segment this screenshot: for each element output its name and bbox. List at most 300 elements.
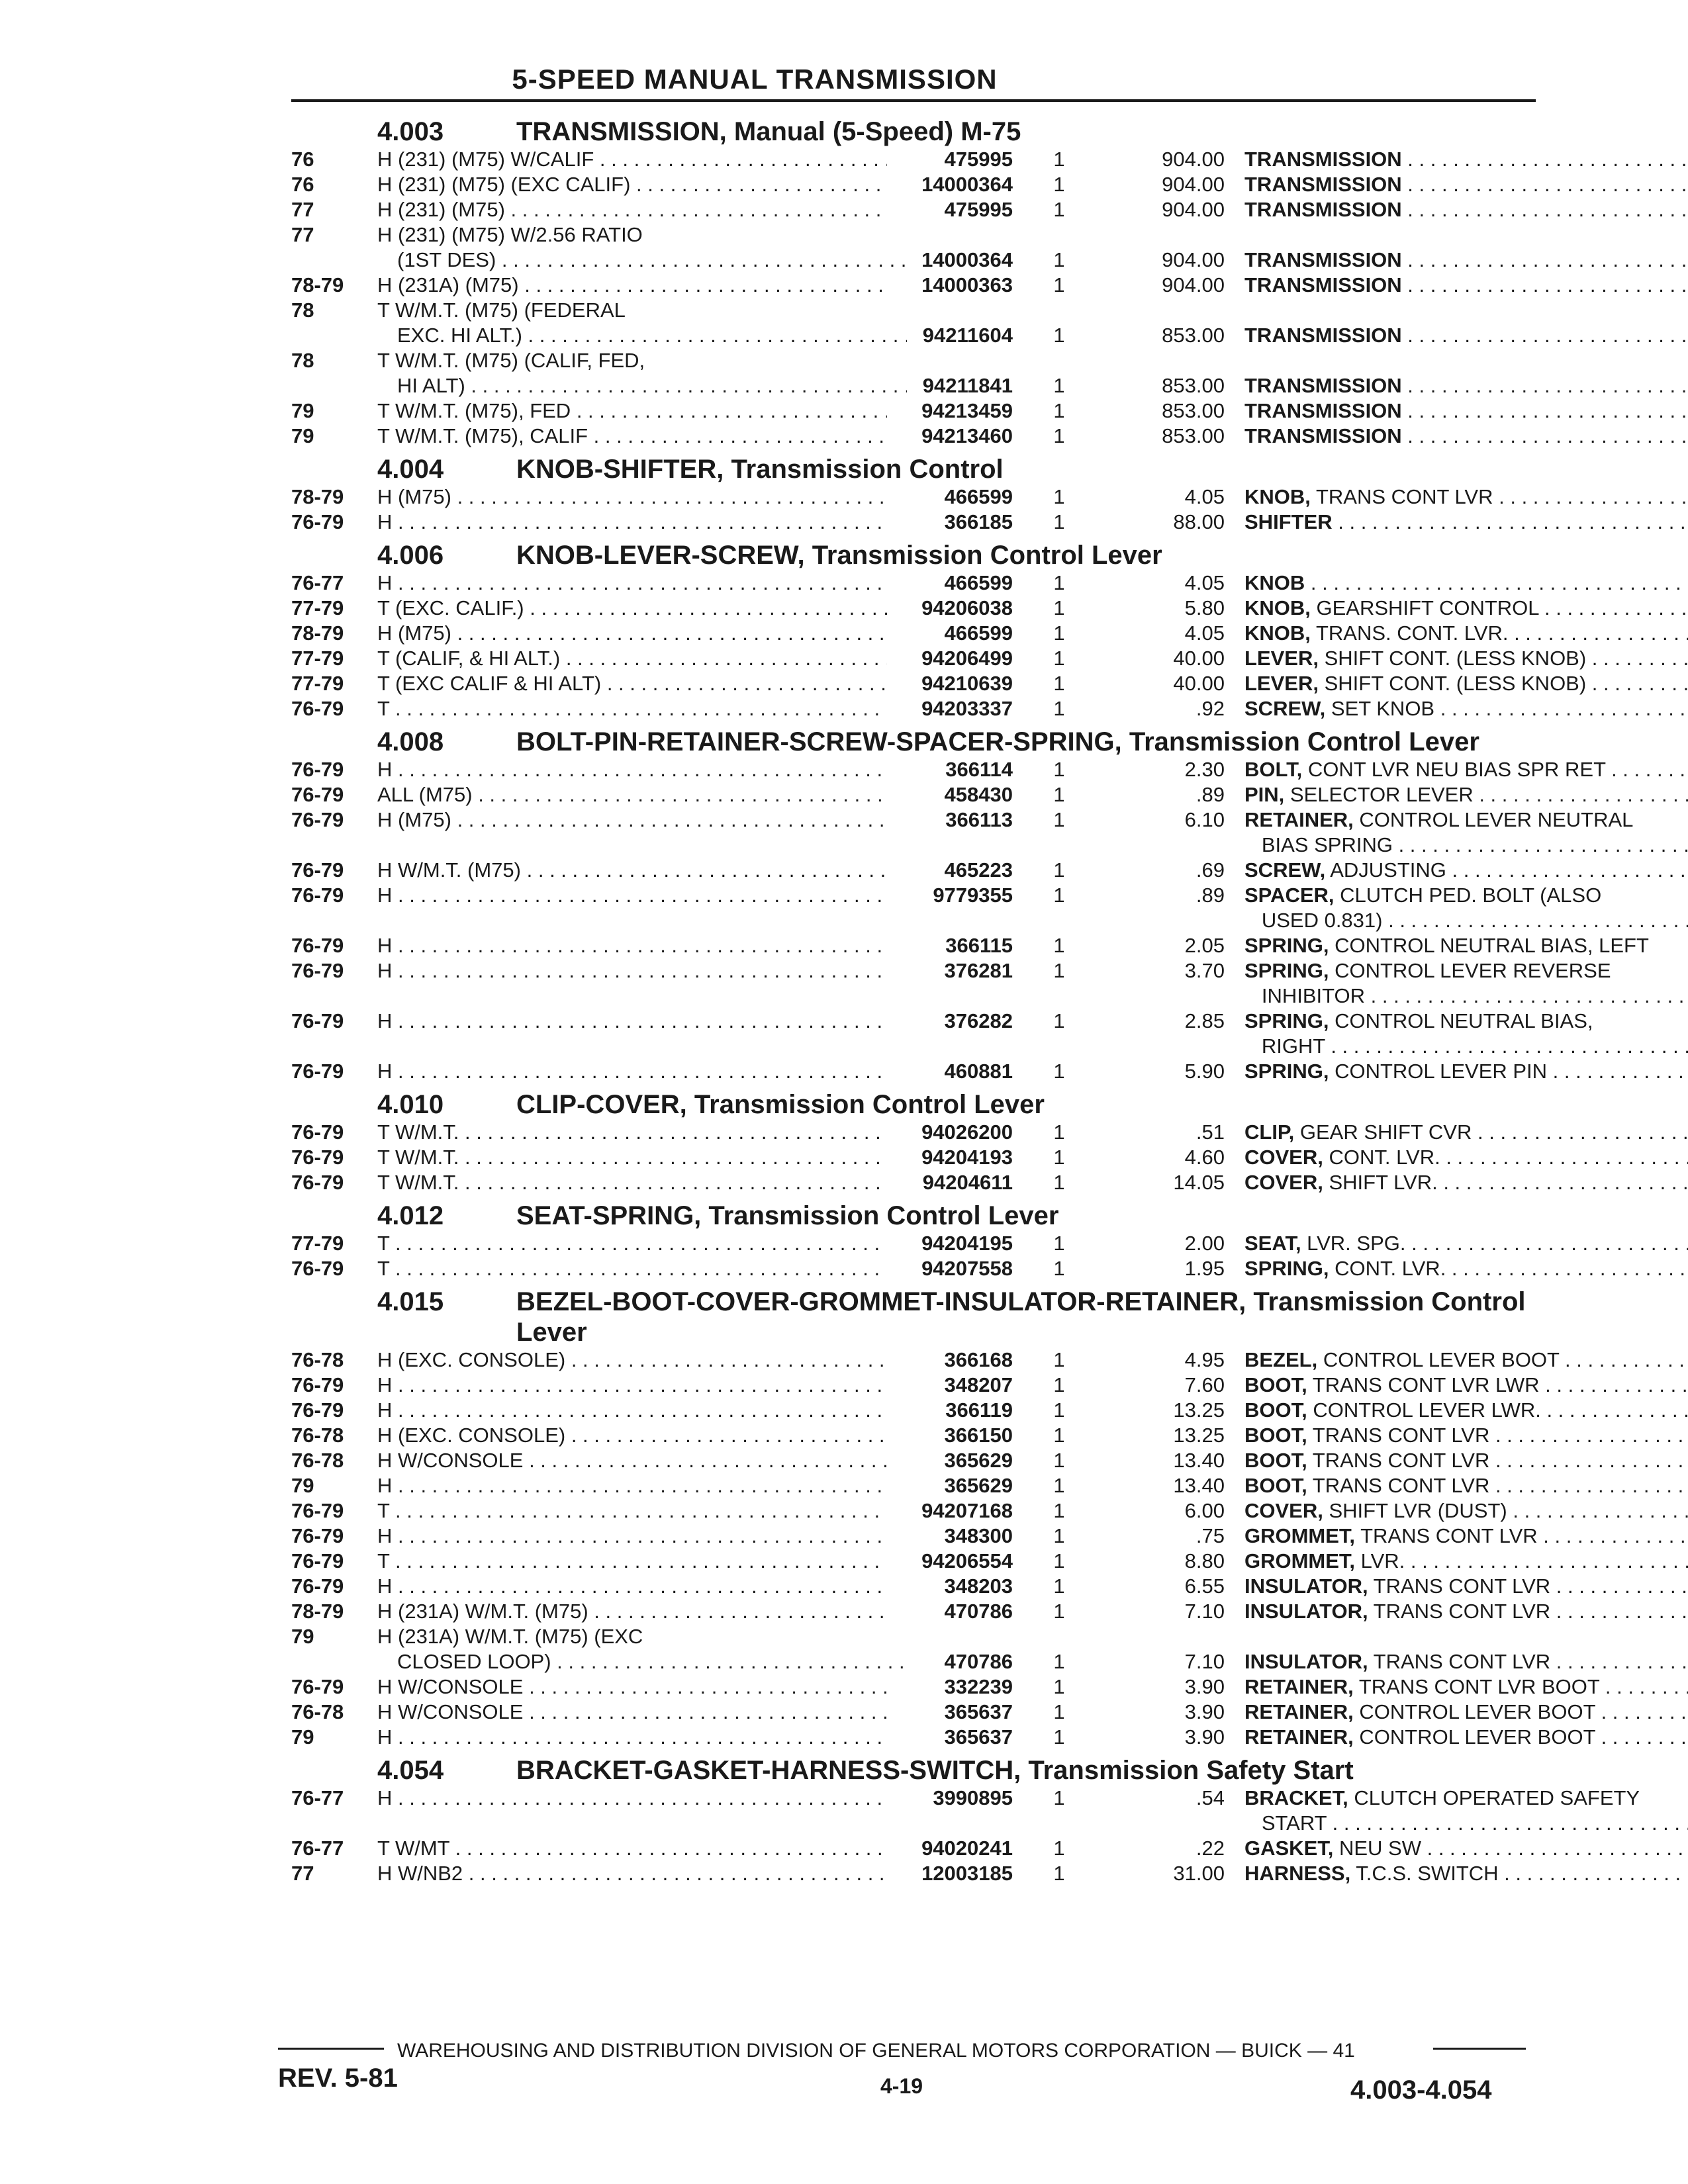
usage-description: H . . .: [377, 958, 887, 983]
table-row: [291, 298, 1536, 323]
part-name: [1244, 646, 1688, 671]
section-title-sub: Transmission Safety Start: [1028, 1756, 1354, 1785]
part-name: [1244, 484, 1688, 510]
table-row: [291, 1059, 1548, 1084]
list-price: 4.60: [1184, 1146, 1225, 1169]
part-number: 3990895: [933, 1786, 1013, 1809]
table-row: [291, 1170, 1536, 1195]
quantity: 1: [1053, 1600, 1065, 1623]
footer-page-number: 4-19: [880, 2074, 923, 2098]
part-name-detail: TRANS CONT LVR BOOT: [1353, 1675, 1600, 1698]
part-name-key: SPRING,: [1244, 959, 1329, 982]
section-title-main: TRANSMISSION,: [516, 117, 727, 146]
model-years: 76-78: [291, 1348, 344, 1371]
part-name-detail: RIGHT: [1244, 1034, 1325, 1058]
quantity: 1: [1053, 1120, 1065, 1144]
part-name: [1244, 621, 1688, 646]
part-name: [1244, 172, 1688, 197]
list-price: 6.00: [1184, 1499, 1225, 1522]
usage-description: T W/M.T. (M75) (FEDERAL: [377, 298, 626, 322]
usage-description: H . . .: [377, 883, 887, 908]
usage-description: H W/NB2 . . .: [377, 1861, 887, 1886]
part-name-key: HARNESS,: [1244, 1862, 1351, 1885]
part-name-detail: SHIFT CONT. (LESS KNOB): [1318, 672, 1587, 695]
part-name-detail: CONT LVR NEU BIAS SPR RET: [1302, 758, 1606, 781]
quantity: 1: [1053, 1009, 1065, 1032]
usage-description: H (231A) W/M.T. (M75) . . .: [377, 1599, 887, 1624]
part-name: [1244, 1649, 1688, 1674]
section-4-054: [291, 1755, 1640, 1886]
part-name-detail: CONTROL LEVER BOOT: [1353, 1725, 1595, 1749]
model-years: 76-79: [291, 1549, 344, 1572]
part-name-detail: START: [1244, 1811, 1327, 1835]
part-name-detail: CONTROL LEVER NEUTRAL: [1353, 808, 1634, 831]
usage-description: H . . .: [377, 933, 887, 958]
part-name-detail: INHIBITOR: [1244, 984, 1366, 1007]
part-name: [1244, 1524, 1688, 1549]
part-name-detail: GEAR SHIFT CVR: [1294, 1120, 1472, 1144]
table-row: [291, 807, 1634, 833]
part-number: 470786: [944, 1650, 1013, 1673]
part-name: [1244, 248, 1688, 273]
part-name-key: RETAINER,: [1244, 1675, 1354, 1698]
part-number: 94207168: [921, 1499, 1013, 1522]
section-number: 4.012: [377, 1201, 444, 1230]
usage-description: T . . .: [377, 1231, 887, 1256]
part-name: [1244, 1120, 1688, 1145]
quantity: 1: [1053, 1348, 1065, 1371]
usage-description: T W/M.T. . . .: [377, 1120, 887, 1145]
quantity: 1: [1053, 808, 1065, 831]
section-heading: [377, 1201, 1536, 1231]
part-number: 470786: [944, 1600, 1013, 1623]
table-row: [291, 1120, 1536, 1145]
section-title-sub: Transmission Control: [731, 455, 1004, 484]
part-name: [1244, 1836, 1688, 1861]
part-number: 458430: [944, 783, 1013, 806]
table-row: [291, 570, 1536, 596]
quantity: 1: [1053, 697, 1065, 720]
section-4-006: [291, 540, 1587, 721]
quantity: 1: [1053, 1146, 1065, 1169]
model-years: 79: [291, 1625, 314, 1648]
usage-description: H . . .: [377, 1473, 887, 1498]
model-years: 77: [291, 223, 314, 246]
table-row: [291, 248, 1536, 273]
model-years: 77-79: [291, 1232, 344, 1255]
part-name-key: BOOT,: [1244, 1398, 1307, 1422]
model-years: 76-79: [291, 1499, 344, 1522]
part-number: 366115: [945, 934, 1013, 957]
table-row: [291, 646, 1587, 671]
part-name-detail: CLUTCH PED. BOLT (ALSO: [1334, 884, 1602, 907]
table-row: [291, 510, 1536, 535]
table-row: [291, 222, 1536, 248]
model-years: 76-77: [291, 571, 344, 594]
part-name-detail: SHIFT CONT. (LESS KNOB): [1318, 647, 1587, 670]
model-years: 78: [291, 349, 314, 372]
table-row: [291, 424, 1536, 449]
part-number: 94204611: [922, 1171, 1013, 1194]
usage-description: H W/CONSOLE . . .: [377, 1700, 887, 1725]
list-price: 904.00: [1162, 148, 1225, 171]
table-row: [291, 1145, 1536, 1170]
section-number: 4.006: [377, 541, 444, 570]
part-name-detail: CONT. LVR.: [1329, 1257, 1446, 1280]
section-number: 4.008: [377, 727, 444, 756]
part-number: 465223: [944, 858, 1013, 882]
usage-description: T W/M.T. . . .: [377, 1145, 887, 1170]
part-number: 94213460: [921, 424, 1013, 447]
section-heading: [377, 540, 1536, 570]
list-price: 13.40: [1173, 1449, 1225, 1472]
usage-description: T . . .: [377, 1498, 887, 1524]
part-number: 366119: [945, 1398, 1013, 1422]
usage-description: H (231A) W/M.T. (M75) (EXC: [377, 1625, 643, 1648]
usage-description: H . . .: [377, 1574, 887, 1599]
model-years: 76-79: [291, 858, 344, 882]
part-number: 376281: [944, 959, 1013, 982]
model-years: 79: [291, 399, 314, 422]
part-name: [1244, 1861, 1688, 1886]
model-years: 76-79: [291, 1675, 344, 1698]
table-row: [291, 1549, 1536, 1574]
model-years: 78: [291, 298, 314, 322]
model-years: 77: [291, 198, 314, 221]
usage-description: H (M75) . . .: [377, 807, 887, 833]
title-rule: [291, 99, 1536, 102]
page-title: 5-SPEED MANUAL TRANSMISSION: [512, 64, 998, 95]
model-years: 79: [291, 1474, 314, 1497]
section-title-main: KNOB-LEVER-SCREW,: [516, 541, 805, 570]
table-row: [291, 1448, 1536, 1473]
model-years: 76-79: [291, 1574, 344, 1598]
part-number: 94203337: [921, 697, 1013, 720]
part-name: [1244, 1448, 1688, 1473]
section-number: 4.004: [377, 455, 444, 484]
quantity: 1: [1053, 934, 1065, 957]
table-row: [291, 908, 1536, 933]
part-name-detail: TRANS CONT LVR: [1355, 1524, 1538, 1547]
table-row: [291, 1498, 1536, 1524]
part-number: 366114: [945, 758, 1013, 781]
section-title-sub: Transmission Control Lever: [516, 1287, 1526, 1347]
part-number: 365637: [944, 1700, 1013, 1723]
usage-description: H W/CONSOLE . . .: [377, 1674, 887, 1700]
quantity: 1: [1053, 783, 1065, 806]
model-years: 79: [291, 1725, 314, 1749]
part-name-detail: TRANS CONT LVR: [1310, 485, 1493, 508]
usage-description: H . . .: [377, 1373, 887, 1398]
part-name-key: RETAINER,: [1244, 1700, 1354, 1723]
usage-description: H (231) (M75) W/2.56 RATIO: [377, 223, 643, 246]
model-years: 76-79: [291, 934, 344, 957]
list-price: 2.85: [1184, 1009, 1225, 1032]
part-name-key: TRANSMISSION: [1244, 399, 1402, 422]
part-name-key: COVER,: [1244, 1499, 1323, 1522]
quantity: 1: [1053, 1232, 1065, 1255]
usage-description: T (CALIF, & HI ALT.) . . .: [377, 646, 887, 671]
part-number: 94206554: [921, 1549, 1013, 1572]
list-price: 13.25: [1173, 1424, 1225, 1447]
list-price: 8.80: [1184, 1549, 1225, 1572]
part-name-detail: TRANS CONT LVR: [1307, 1449, 1490, 1472]
part-name: [1244, 1423, 1688, 1448]
part-name-key: BEZEL,: [1244, 1348, 1318, 1371]
table-row: [291, 1649, 1551, 1674]
part-name: [1244, 858, 1688, 883]
quantity: 1: [1053, 1574, 1065, 1598]
usage-description: (1ST DES) . . .: [377, 248, 907, 273]
list-price: 853.00: [1162, 374, 1225, 397]
model-years: 76-79: [291, 1120, 344, 1144]
quantity: 1: [1053, 1524, 1065, 1547]
part-name-key: KNOB,: [1244, 485, 1311, 508]
part-name-key: KNOB,: [1244, 596, 1311, 619]
part-name-key: TRANSMISSION: [1244, 273, 1402, 296]
part-name-detail: SET KNOB: [1325, 697, 1435, 720]
table-row: [291, 883, 1602, 908]
part-name-key: LEVER,: [1244, 672, 1319, 695]
part-name: [1244, 671, 1688, 696]
part-name: [1244, 1498, 1688, 1524]
usage-description: T (EXC CALIF & HI ALT) . . .: [377, 671, 887, 696]
part-name: [1244, 1549, 1688, 1574]
model-years: 76-77: [291, 1786, 344, 1809]
table-row: [291, 348, 1536, 373]
part-name-detail: TRANS CONT LVR: [1368, 1650, 1551, 1673]
section-4-015: [291, 1287, 1600, 1750]
part-number: 94026200: [921, 1120, 1013, 1144]
part-name: [1244, 1398, 1688, 1423]
quantity: 1: [1053, 1650, 1065, 1673]
table-row: [291, 1347, 1560, 1373]
part-number: 94206038: [921, 596, 1013, 619]
part-name-key: RETAINER,: [1244, 808, 1354, 831]
usage-description: T . . .: [377, 696, 887, 721]
part-name-key: BOOT,: [1244, 1373, 1307, 1396]
list-price: .89: [1196, 884, 1225, 907]
quantity: 1: [1053, 324, 1065, 347]
part-name: [1244, 373, 1688, 398]
model-years: 76-77: [291, 1837, 344, 1860]
part-name-key: COVER,: [1244, 1171, 1323, 1194]
part-number: 14000363: [921, 273, 1013, 296]
quantity: 1: [1053, 1549, 1065, 1572]
section-title: [516, 540, 1536, 570]
part-number: 94207558: [921, 1257, 1013, 1280]
part-name: [1244, 1009, 1688, 1034]
usage-description: T W/MT . . .: [377, 1836, 887, 1861]
section-title-main: BEZEL-BOOT-COVER-GROMMET-INSULATOR-RETAINER,: [516, 1287, 1246, 1316]
part-name-key: SPRING,: [1244, 934, 1329, 957]
quantity: 1: [1053, 1257, 1065, 1280]
section-title: [516, 454, 1536, 484]
part-name: [1244, 1599, 1688, 1624]
usage-description: H (M75) . . .: [377, 621, 887, 646]
list-price: 2.00: [1184, 1232, 1225, 1255]
model-years: 76-79: [291, 510, 344, 533]
part-name-detail: TRANS CONT LVR: [1368, 1600, 1551, 1623]
model-years: 79: [291, 424, 314, 447]
usage-description: H (EXC. CONSOLE) . . .: [377, 1423, 887, 1448]
part-number: 94211841: [922, 374, 1013, 397]
table-row: [291, 983, 1536, 1009]
parts-list: [291, 111, 1649, 1886]
usage-description: H . . .: [377, 1725, 887, 1750]
part-name-key: GROMMET,: [1244, 1549, 1356, 1572]
model-years: 76-79: [291, 1009, 344, 1032]
part-name-detail: T.C.S. SWITCH: [1350, 1862, 1499, 1885]
table-row: [291, 484, 1536, 510]
section-4-004: [291, 454, 1536, 535]
model-years: 77-79: [291, 672, 344, 695]
list-price: 14.05: [1173, 1171, 1225, 1194]
table-row: [291, 273, 1536, 298]
part-number: 9779355: [933, 884, 1013, 907]
list-price: .51: [1196, 1120, 1225, 1144]
part-name-detail: CONTROL LEVER LWR.: [1307, 1398, 1541, 1422]
quantity: 1: [1053, 1675, 1065, 1698]
section-number: 4.054: [377, 1756, 444, 1785]
part-name: [1244, 1700, 1688, 1725]
quantity: 1: [1053, 148, 1065, 171]
part-name-key: SHIFTER: [1244, 510, 1333, 533]
quantity: 1: [1053, 1060, 1065, 1083]
section-heading: [377, 1755, 1536, 1786]
table-row: [291, 596, 1539, 621]
model-years: 77-79: [291, 596, 344, 619]
part-name-detail: CONTROL LEVER BOOT: [1353, 1700, 1595, 1723]
section-4-003: [291, 116, 1536, 449]
part-number: 366168: [944, 1348, 1013, 1371]
part-number: 94211604: [922, 324, 1013, 347]
usage-description: ALL (M75) . . .: [377, 782, 887, 807]
part-name: [1244, 273, 1688, 298]
table-row: [291, 1786, 1640, 1811]
list-price: 904.00: [1162, 198, 1225, 221]
model-years: 76-79: [291, 959, 344, 982]
quantity: 1: [1053, 1786, 1065, 1809]
section-title: [516, 116, 1536, 147]
list-price: 6.10: [1184, 808, 1225, 831]
part-name-detail: ADJUSTING: [1325, 858, 1446, 882]
model-years: 76-79: [291, 1524, 344, 1547]
table-row: [291, 1700, 1595, 1725]
table-row: [291, 172, 1536, 197]
part-name-detail: CONTROL NEUTRAL BIAS, LEFT: [1329, 934, 1649, 957]
usage-description: H . . .: [377, 1398, 887, 1423]
table-row: [291, 1599, 1551, 1624]
part-name: [1244, 1473, 1688, 1498]
usage-description: H (M75) . . .: [377, 484, 887, 510]
part-name-key: TRANSMISSION: [1244, 173, 1402, 196]
usage-description: H . . .: [377, 1059, 887, 1084]
list-price: 3.90: [1184, 1725, 1225, 1749]
part-name: [1244, 757, 1688, 782]
part-name: [1244, 958, 1688, 983]
list-price: 904.00: [1162, 248, 1225, 271]
section-heading: [377, 727, 1536, 757]
part-number: 466599: [944, 485, 1013, 508]
part-name-detail: CONT. LVR.: [1323, 1146, 1440, 1169]
footer-division: WAREHOUSING AND DISTRIBUTION DIVISION OF GENERAL MOTORS CORPORATION — BUICK — 41: [397, 2040, 1355, 2062]
quantity: 1: [1053, 1398, 1065, 1422]
usage-description: H . . .: [377, 1009, 887, 1034]
section-title-sub: Manual (5-Speed) M-75: [733, 117, 1021, 146]
model-years: 76-78: [291, 1424, 344, 1447]
part-name-key: INSULATOR,: [1244, 1600, 1368, 1623]
part-name-key: PIN,: [1244, 783, 1285, 806]
list-price: 3.90: [1184, 1675, 1225, 1698]
list-price: 904.00: [1162, 273, 1225, 296]
table-row: [291, 373, 1536, 398]
part-number: 94204195: [921, 1232, 1013, 1255]
part-name-key: COVER,: [1244, 1146, 1323, 1169]
list-price: 40.00: [1173, 672, 1225, 695]
table-row: [291, 782, 1536, 807]
table-row: [291, 197, 1536, 222]
section-title: [516, 1755, 1536, 1786]
part-name-detail: TRANS. CONT. LVR.: [1310, 621, 1509, 645]
section-number: 4.015: [377, 1287, 444, 1316]
part-name-detail: CONTROL LEVER BOOT: [1317, 1348, 1560, 1371]
usage-description: T . . .: [377, 1549, 887, 1574]
table-row: [291, 833, 1536, 858]
quantity: 1: [1053, 424, 1065, 447]
list-price: .75: [1196, 1524, 1225, 1547]
part-number: 365637: [944, 1725, 1013, 1749]
usage-description: H W/CONSOLE . . .: [377, 1448, 887, 1473]
part-number: 94210639: [921, 672, 1013, 695]
list-price: 7.60: [1184, 1373, 1225, 1396]
part-name-key: TRANSMISSION: [1244, 148, 1402, 171]
part-name-detail: TRANS CONT LVR: [1307, 1424, 1490, 1447]
table-row: [291, 323, 1536, 348]
part-name: [1244, 1574, 1688, 1599]
part-name-detail: CONTROL LEVER REVERSE: [1329, 959, 1611, 982]
section-title-sub: Transmission Control Lever: [812, 541, 1162, 570]
part-name-detail: BIAS SPRING: [1244, 833, 1393, 856]
part-name-key: LEVER,: [1244, 647, 1319, 670]
quantity: 1: [1053, 571, 1065, 594]
usage-description: HI ALT) . . .: [377, 373, 907, 398]
usage-description: T W/M.T. (M75), FED . . .: [377, 398, 887, 424]
part-name-key: GASKET,: [1244, 1837, 1334, 1860]
part-name-detail: TRANS CONT LVR: [1307, 1474, 1490, 1497]
section-4-010: [291, 1089, 1536, 1195]
quantity: 1: [1053, 1499, 1065, 1522]
list-price: 88.00: [1173, 510, 1225, 533]
list-price: 7.10: [1184, 1600, 1225, 1623]
part-number: 94213459: [921, 399, 1013, 422]
usage-description: EXC. HI ALT.) . . .: [377, 323, 907, 348]
part-number: 366150: [944, 1424, 1013, 1447]
part-number: 12003185: [921, 1862, 1013, 1885]
model-years: 76-79: [291, 884, 344, 907]
table-row: [291, 1811, 1536, 1836]
section-title-main: SEAT-SPRING,: [516, 1201, 702, 1230]
part-name-detail: SHIFT LVR (DUST): [1323, 1499, 1507, 1522]
list-price: 5.90: [1184, 1060, 1225, 1083]
part-name: [1244, 933, 1688, 958]
model-years: 76: [291, 148, 314, 171]
part-name-detail: LVR. SPG.: [1301, 1232, 1406, 1255]
part-name: [1244, 883, 1688, 908]
table-row: [291, 1836, 1536, 1861]
quantity: 1: [1053, 858, 1065, 882]
model-years: 76-79: [291, 1171, 344, 1194]
